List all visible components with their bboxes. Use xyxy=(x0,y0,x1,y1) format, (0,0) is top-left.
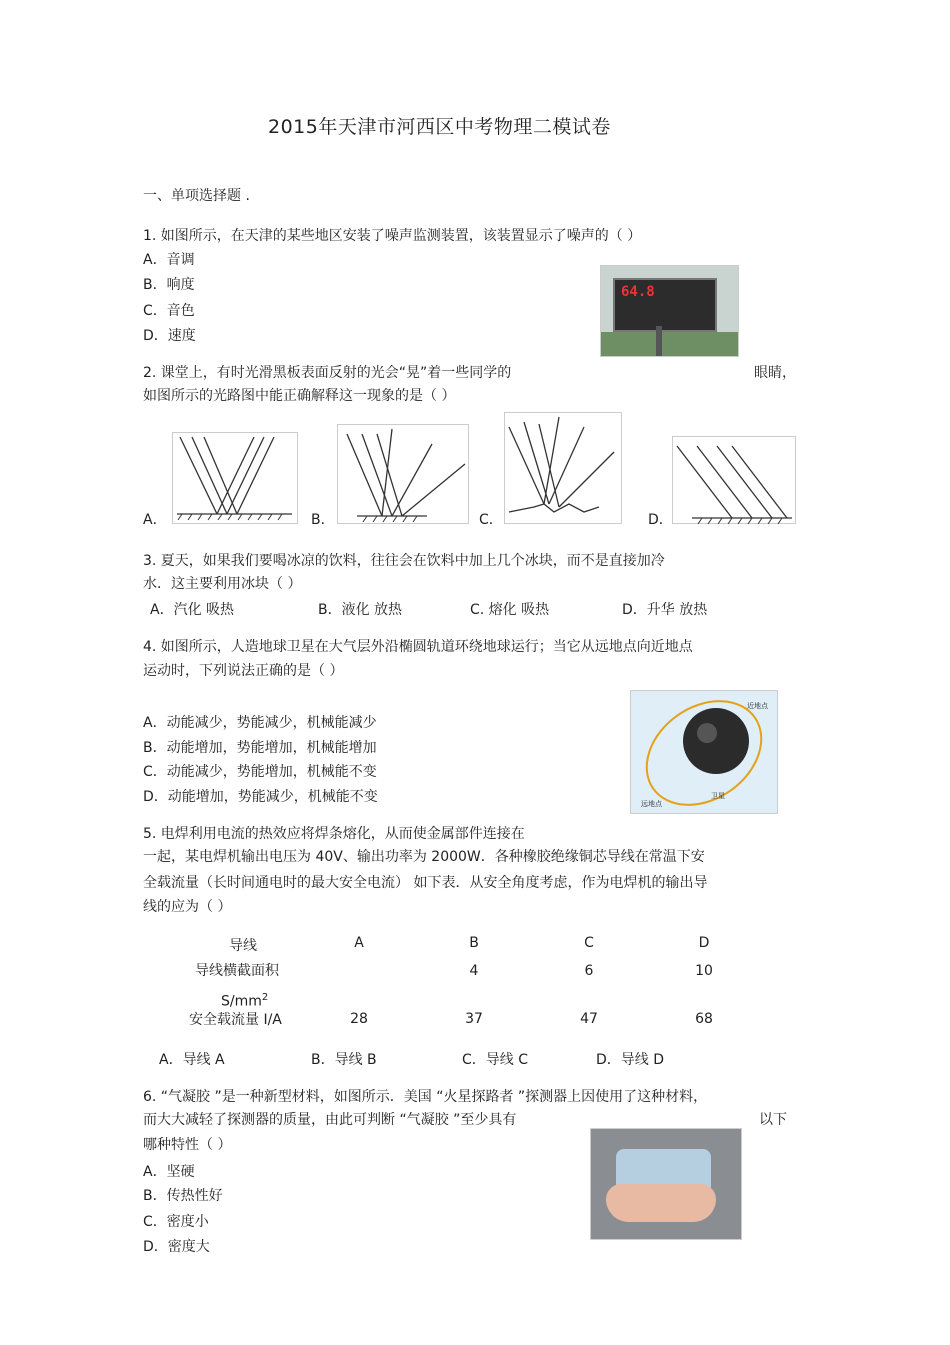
noise-monitor-image xyxy=(600,265,739,357)
q5-option-b: B．导线 B xyxy=(311,1052,377,1068)
q5-stem-line2: 一起，某电焊机输出电压为 40V、输出功率为 2000W．各种橡胶绝缘铜芯导线在常温下安 xyxy=(143,849,705,865)
far-point-label: 远地点 xyxy=(641,800,662,808)
table-header-c: C xyxy=(584,935,594,951)
q3-option-b: B．液化 放热 xyxy=(318,602,403,618)
near-point-label: 近地点 xyxy=(747,702,768,710)
q2-diagram-a xyxy=(172,432,298,524)
q6-option-c: C．密度小 xyxy=(143,1214,209,1230)
q6-option-b: B．传热性好 xyxy=(143,1188,223,1204)
q1-option-a: A．音调 xyxy=(143,252,195,268)
q5-stem-line1: 5. 电焊利用电流的热效应将焊条熔化，从而使金属部件连接在 xyxy=(143,826,525,842)
q4-option-b: B．动能增加，势能增加，机械能增加 xyxy=(143,740,377,756)
table-header-d: D xyxy=(698,935,710,951)
q6-stem-line2-end: 以下 xyxy=(759,1112,787,1128)
q3-stem-line2: 水．这主要利用冰块（ ） xyxy=(143,576,302,592)
table-row2-a: 28 xyxy=(350,1011,368,1027)
q4-stem-line2: 运动时，下列说法正确的是（ ） xyxy=(143,663,344,679)
table-row1-unit: $S/mm^2$ xyxy=(221,992,269,1010)
table-row1-label: 导线横截面积 xyxy=(195,963,279,979)
q6-option-d: D．密度大 xyxy=(143,1239,210,1255)
q4-stem-line1: 4. 如图所示，人造地球卫星在大气层外沿椭圆轨道环绕地球运行；当它从远地点向近地点 xyxy=(143,639,693,655)
q3-option-a: A．汽化 吸热 xyxy=(150,602,235,618)
q1-stem: 1. 如图所示，在天津的某些地区安装了噪声监测装置，该装置显示了噪声的（ ） xyxy=(143,228,642,244)
q6-option-a: A．坚硬 xyxy=(143,1164,195,1180)
q2-label-d: D． xyxy=(648,512,673,528)
q5-option-d: D．导线 D xyxy=(596,1052,665,1068)
q5-stem-line3: 全载流量（长时间通电时的最大安全电流） 如下表．从安全角度考虑，作为电焊机的输出导 xyxy=(143,875,708,891)
q4-option-a: A．动能减少，势能减少，机械能减少 xyxy=(143,715,377,731)
table-row1-c: 6 xyxy=(584,963,594,979)
q2-diagram-c xyxy=(504,412,622,524)
satellite-orbit-image xyxy=(630,690,778,814)
q3-option-c: C. 熔化 吸热 xyxy=(470,602,550,618)
q1-option-c: C．音色 xyxy=(143,303,195,319)
q1-option-d: D．速度 xyxy=(143,328,196,344)
q2-label-b: B． xyxy=(311,512,335,528)
table-row1-b: 4 xyxy=(469,963,479,979)
noise-display-value: 64.8 xyxy=(621,284,655,300)
q2-diagram-d xyxy=(672,436,796,524)
page-title: 2015年天津市河西区中考物理二模试卷 xyxy=(268,116,611,138)
q6-stem-line1: 6. “气凝胶 ”是一种新型材料，如图所示．美国 “火星探路者 ”探测器上因使用了这种材料， xyxy=(143,1089,708,1105)
q2-stem-line2: 如图所示的光路图中能正确解释这一现象的是（ ） xyxy=(143,388,456,404)
aerogel-image xyxy=(590,1128,742,1240)
q5-option-c: C．导线 C xyxy=(462,1052,529,1068)
table-header-wire: 导线 xyxy=(229,938,257,954)
q4-option-c: C．动能减少，势能增加，机械能不变 xyxy=(143,764,377,780)
table-row2-c: 47 xyxy=(580,1011,598,1027)
q6-stem-line3: 哪种特性（ ） xyxy=(143,1137,232,1153)
q2-diagram-b xyxy=(337,424,469,524)
table-row2-b: 37 xyxy=(465,1011,483,1027)
satellite-label: 卫星 xyxy=(711,792,725,800)
q2-label-c: C． xyxy=(479,512,503,528)
q3-option-d: D．升华 放热 xyxy=(622,602,708,618)
q1-option-b: B．响度 xyxy=(143,277,195,293)
table-row1-d: 10 xyxy=(695,963,713,979)
table-row2-label: 安全载流量 I/A xyxy=(189,1012,282,1028)
q2-label-a: A． xyxy=(143,512,167,528)
table-header-b: B xyxy=(469,935,479,951)
section-heading: 一、单项选择题 . xyxy=(143,188,250,204)
q5-stem-line4: 线的应为（ ） xyxy=(143,899,232,915)
table-header-a: A xyxy=(354,935,364,951)
q6-stem-line2: 而大大减轻了探测器的质量，由此可判断 “气凝胶 ”至少具有 xyxy=(143,1112,517,1128)
q3-stem-line1: 3. 夏天，如果我们要喝冰凉的饮料，往往会在饮料中加上几个冰块，而不是直接加冷 xyxy=(143,553,665,569)
q5-option-a: A．导线 A xyxy=(159,1052,225,1068)
q2-stem-line1: 2. 课堂上，有时光滑黑板表面反射的光会“晃”着一些同学的 xyxy=(143,365,512,381)
table-row2-d: 68 xyxy=(695,1011,713,1027)
q4-option-d: D．动能增加，势能减少，机械能不变 xyxy=(143,789,378,805)
q2-stem-line1-end: 眼睛， xyxy=(754,365,796,381)
